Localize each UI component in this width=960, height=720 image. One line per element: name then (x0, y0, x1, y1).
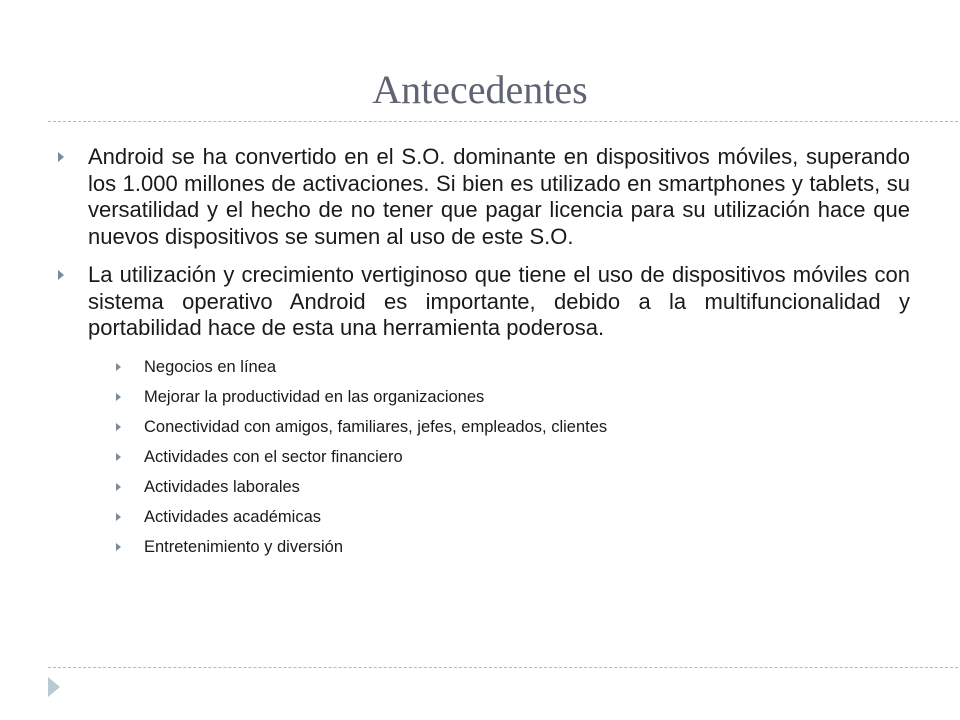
triangle-bullet-icon (116, 483, 121, 491)
triangle-bullet-icon (116, 423, 121, 431)
slide-content (58, 144, 910, 562)
sub-bullet-item (116, 472, 910, 502)
triangle-bullet-icon (116, 543, 121, 551)
bullet-item (58, 144, 910, 250)
triangle-bullet-icon (116, 393, 121, 401)
triangle-decoration-icon (48, 677, 60, 697)
triangle-bullet-icon (58, 270, 64, 280)
title-divider (48, 121, 960, 122)
sub-bullet-text: Negocios en línea (144, 357, 277, 376)
sub-bullet-text: Conectividad con amigos, familiares, jefes, empleados, clientes (144, 417, 608, 436)
sub-bullet-text: Actividades laborales (144, 477, 300, 496)
triangle-bullet-icon (116, 363, 121, 371)
sub-bullet-text: Actividades académicas (144, 507, 322, 526)
sub-bullet-text: Mejorar la productividad en las organizaciones (144, 387, 485, 406)
bullet-text: Android se ha convertido en el S.O. dominante en dispositivos móviles, superando los 1.000 millones de activaciones. Si bien es utilizado en smartphones y tablets, su versatilidad y el hecho de no tener que pagar licencia para su utilización hace que nuevos dispositivos se sumen al uso de este S.O. (88, 144, 910, 249)
sub-bullet-item (116, 412, 910, 442)
bullet-item (58, 262, 910, 342)
sub-bullet-text: Entretenimiento y diversión (144, 537, 344, 556)
sub-bullet-item (116, 532, 910, 562)
sub-bullet-item (116, 352, 910, 382)
bullet-text: La utilización y crecimiento vertiginoso que tiene el uso de dispositivos móviles con sistema operativo Android es importante, debido a la multifuncionalidad y portabilidad hace de esta una herramienta poderosa. (88, 262, 910, 340)
sub-bullet-item (116, 502, 910, 532)
sub-bullet-list (58, 352, 910, 562)
footer-divider (48, 667, 960, 668)
sub-bullet-item (116, 382, 910, 412)
triangle-bullet-icon (58, 152, 64, 162)
sub-bullet-text: Actividades con el sector financiero (144, 447, 403, 466)
triangle-bullet-icon (116, 513, 121, 521)
triangle-bullet-icon (116, 453, 121, 461)
sub-bullet-item (116, 442, 910, 472)
slide-title: Antecedentes (372, 67, 588, 112)
